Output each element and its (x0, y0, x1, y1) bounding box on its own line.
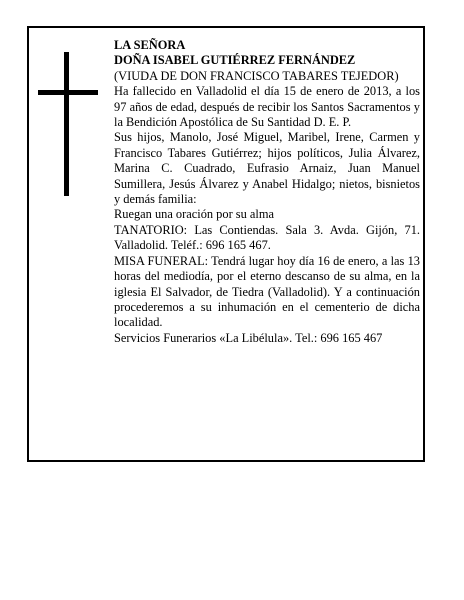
prayer-line: Ruegan una oración por su alma (114, 207, 274, 222)
title-line-1: LA SEÑORA (114, 38, 186, 52)
funeral-paragraph: MISA FUNERAL: Tendrá lugar hoy día 16 de enero, a las 13 horas del mediodía, por el eterno descanso de su alma, en la iglesia El Salvador, de Tiedra (Valladolid). Y a continuación procederemos a su inhumación en el cementerio de dicha localidad. (114, 253, 420, 330)
widow-line: (VIUDA DE DON FRANCISCO TABARES TEJEDOR) (114, 68, 399, 83)
services-line: Servicios Funerarios «La Libélula». Tel.: 696 165 467 (114, 330, 383, 345)
obituary-text (114, 38, 420, 346)
cross-horizontal-bar (38, 90, 98, 95)
death-paragraph: Ha fallecido en Valladolid el día 15 de enero de 2013, a los 97 años de edad, después de recibir los Santos Sacramentos y la Bendición Apostólica de Su Santidad D. E. P. (114, 84, 420, 130)
cross-vertical-bar (64, 52, 69, 196)
latin-cross-icon (38, 52, 98, 196)
family-paragraph: Sus hijos, Manolo, José Miguel, Maribel, Irene, Carmen y Francisco Tabares Gutiérrez; hijos políticos, Julia Álvarez, Marina C. Cuadrado, Eufrasio Arnaiz, Juan Manuel Sumillera, Jesús Álvarez y Anabel Hidalgo; nietos, bisnietos y demás familia: (114, 130, 420, 207)
tanatorio-paragraph: TANATORIO: Las Contiendas. Sala 3. Avda. Gijón, 71. Valladolid. Teléf.: 696 165 467. (114, 222, 420, 253)
deceased-name: DOÑA ISABEL GUTIÉRREZ FERNÁNDEZ (114, 53, 356, 68)
